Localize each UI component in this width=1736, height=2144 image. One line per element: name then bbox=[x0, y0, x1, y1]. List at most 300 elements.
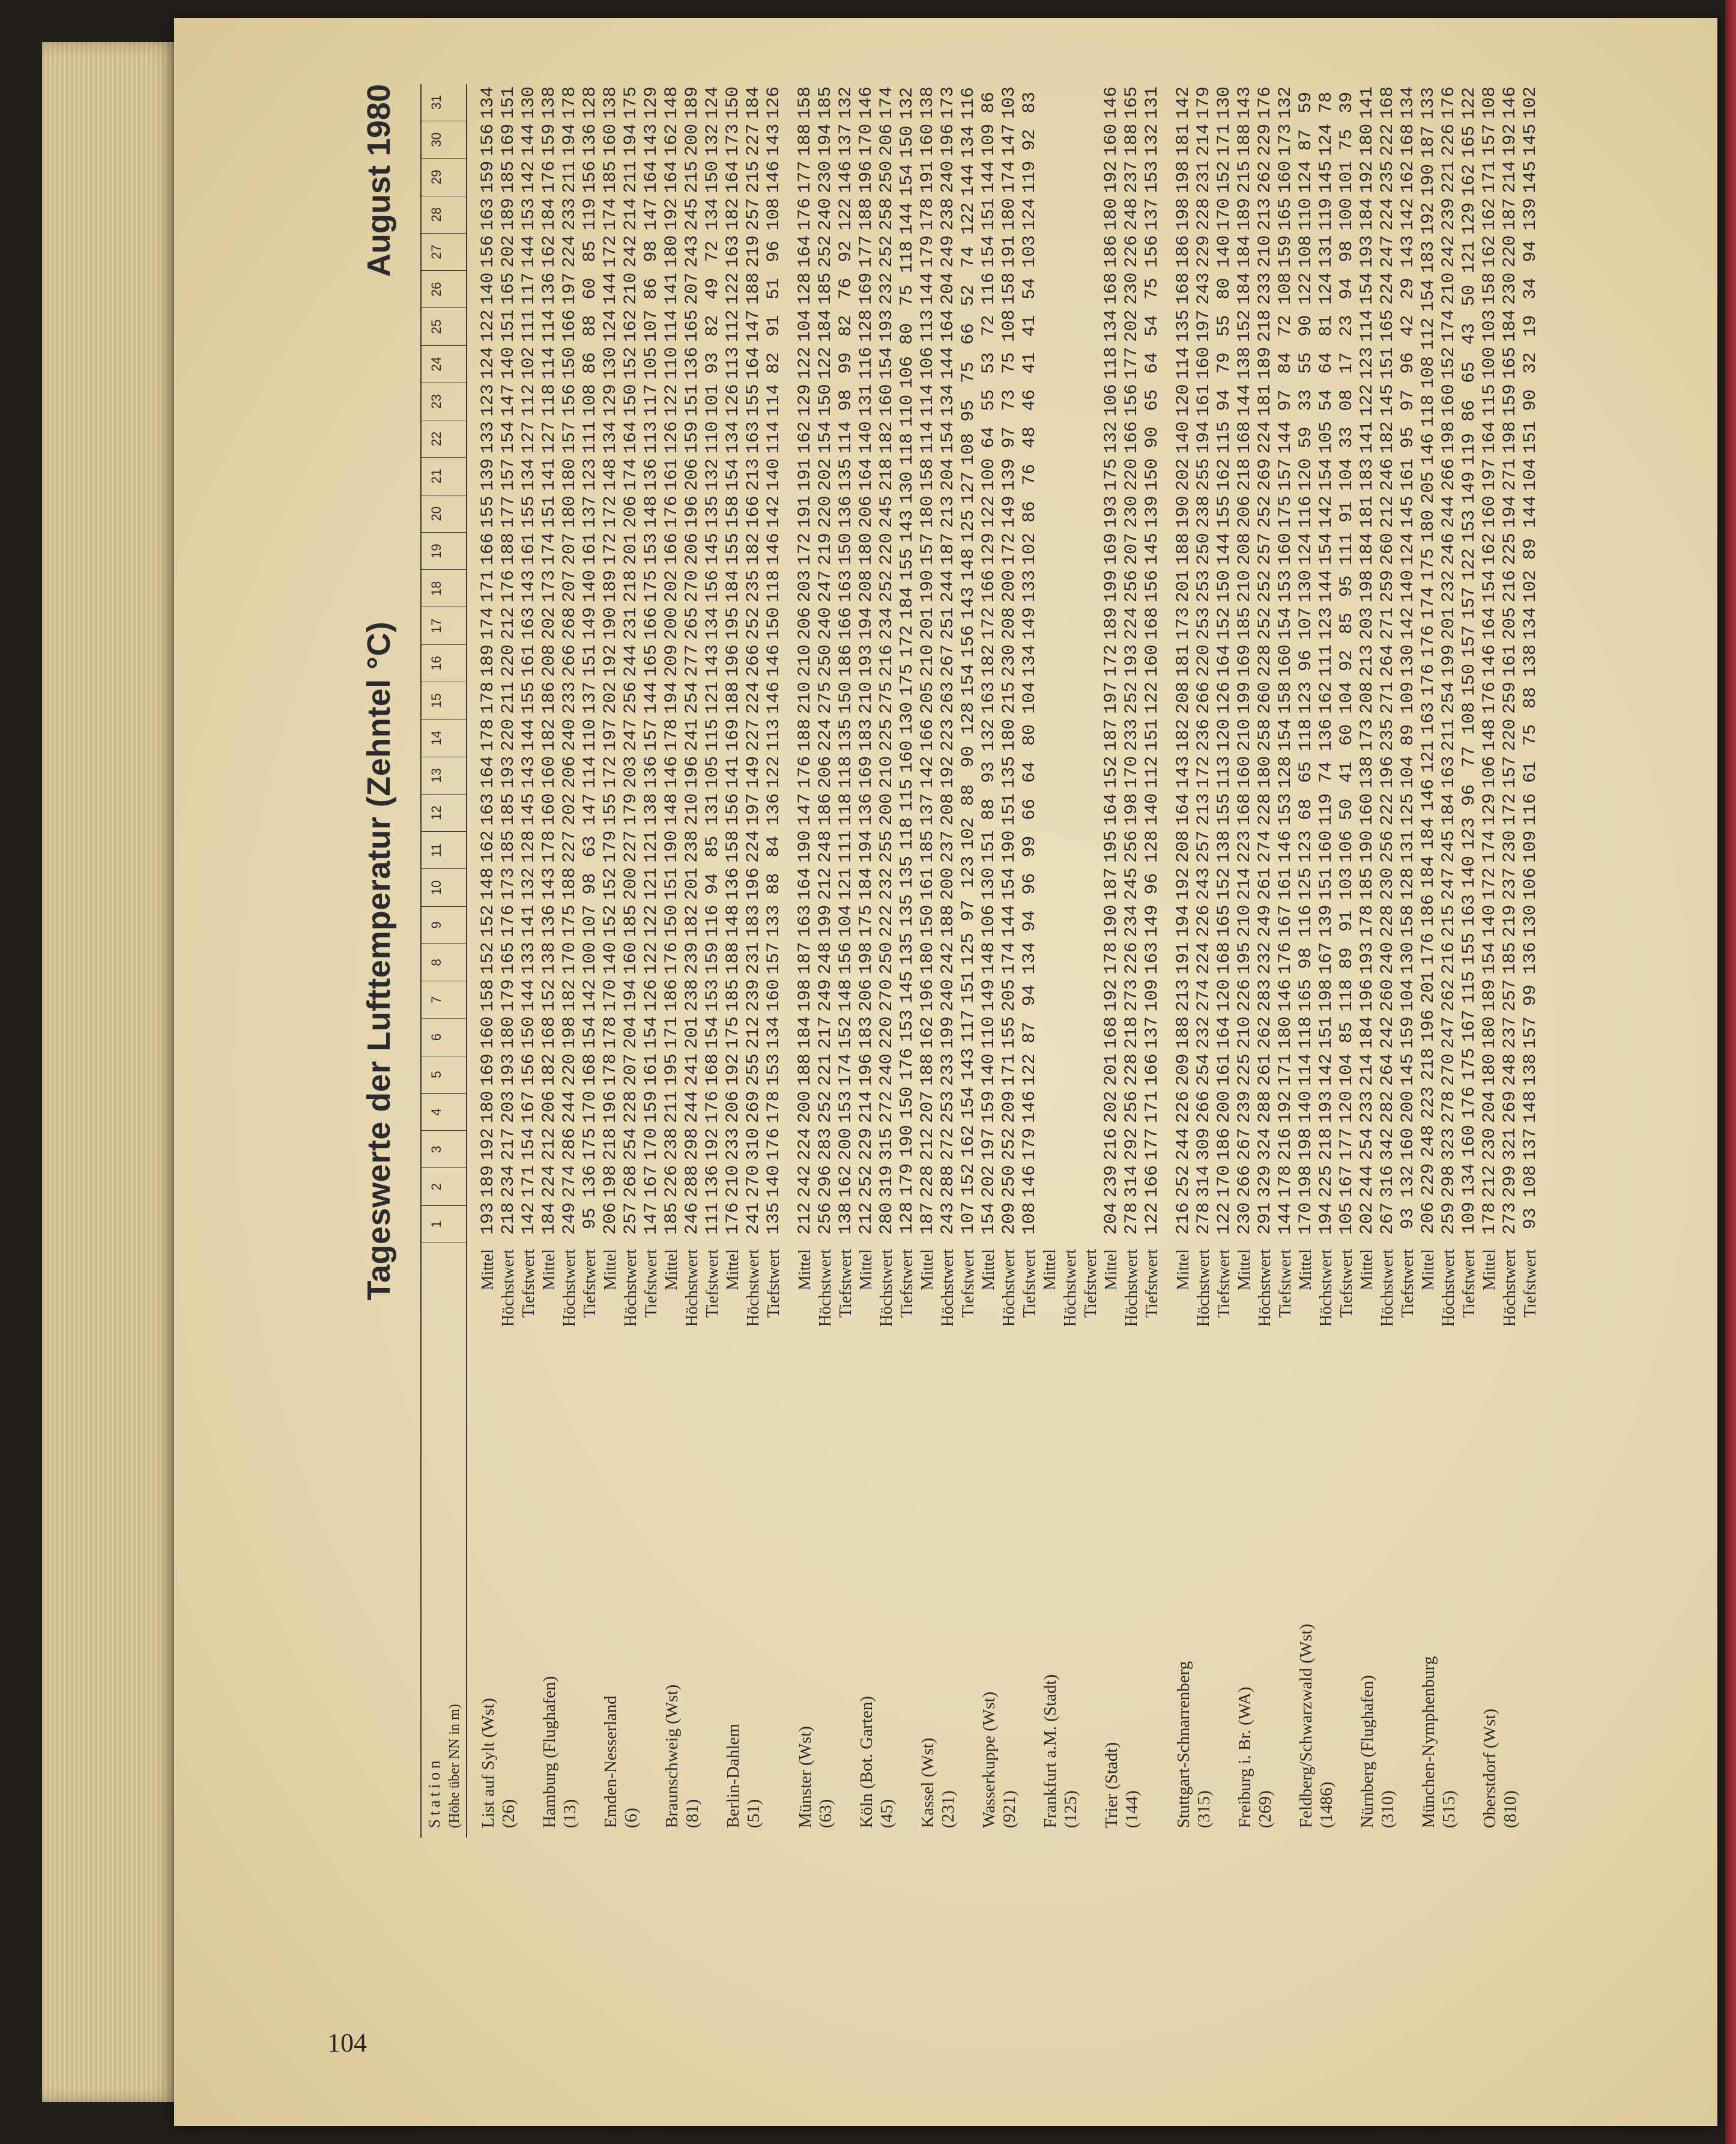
row-values bbox=[478, 84, 498, 1237]
value-cell: 185 bbox=[621, 904, 641, 937]
value-cell: 244 bbox=[682, 1091, 703, 1124]
value-cell: 123 bbox=[1316, 607, 1337, 640]
row-label: Tiefstwert bbox=[1215, 1249, 1233, 1318]
row-values bbox=[897, 84, 918, 1237]
value-cell: 162 bbox=[1214, 458, 1235, 491]
value-cell: 134 bbox=[1101, 309, 1122, 342]
station-group bbox=[1296, 84, 1357, 1838]
row-label: Höchstwert bbox=[1317, 1249, 1335, 1327]
value-cell: 93 bbox=[979, 761, 999, 783]
rotated-table-page bbox=[354, 84, 1561, 1838]
value-cell: 195 bbox=[723, 607, 743, 640]
value-cell: 66 bbox=[958, 323, 979, 345]
row-label: Mittel bbox=[796, 1249, 814, 1291]
value-cell: 160 bbox=[539, 793, 560, 826]
row-label: Mittel bbox=[662, 1249, 681, 1291]
value-cell: 91 bbox=[764, 315, 784, 337]
value-cell: 255 bbox=[743, 1053, 764, 1086]
value-cell: 108 bbox=[1520, 1165, 1541, 1198]
value-cell: 214 bbox=[1500, 160, 1520, 193]
value-cell: 206 bbox=[723, 1091, 743, 1124]
row-values bbox=[1357, 84, 1378, 1237]
value-cell: 180 bbox=[560, 458, 580, 491]
value-cell: 157 bbox=[498, 458, 519, 491]
value-cell: 199 bbox=[815, 904, 836, 937]
value-cell: 196 bbox=[1418, 1010, 1439, 1043]
value-cell: 89 bbox=[1520, 538, 1541, 560]
value-cell: 138 bbox=[539, 86, 560, 119]
value-cell: 176 bbox=[539, 160, 560, 193]
value-cell: 134 bbox=[1398, 86, 1418, 119]
value-cell: 193 bbox=[1122, 644, 1142, 677]
value-cell: 147 bbox=[795, 793, 815, 826]
value-cell: 240 bbox=[938, 979, 958, 1012]
station-name: Emden-Nesserland bbox=[601, 1695, 620, 1828]
value-cell: 135 bbox=[897, 856, 918, 889]
value-cell: 159 bbox=[478, 160, 498, 193]
value-cell: 176 bbox=[1418, 664, 1439, 697]
value-cell: 150 bbox=[1459, 664, 1480, 697]
value-cell: 298 bbox=[1439, 1165, 1459, 1198]
value-cell: 123 bbox=[1459, 817, 1480, 850]
value-cell: 160 bbox=[1398, 1128, 1418, 1161]
value-cell: 257 bbox=[1194, 830, 1214, 863]
value-cell: 206 bbox=[682, 533, 703, 566]
value-cell: 102 bbox=[1520, 570, 1541, 603]
value-cell: 129 bbox=[795, 384, 815, 417]
value-cell: 142 bbox=[519, 1202, 539, 1235]
value-cell: 173 bbox=[938, 86, 958, 119]
value-cell: 141 bbox=[1357, 421, 1378, 454]
value-cell: 209 bbox=[999, 1202, 1020, 1235]
row-values bbox=[979, 84, 999, 1237]
row-label: Mittel bbox=[601, 1249, 620, 1291]
value-cell: 224 bbox=[743, 681, 764, 714]
value-cell: 93 bbox=[1398, 1208, 1418, 1230]
row-label: Tiefstwert bbox=[581, 1249, 599, 1318]
value-cell: 165 bbox=[1214, 904, 1235, 937]
value-cell: 149 bbox=[1459, 471, 1480, 504]
station-name: Berlin-Dahlem bbox=[724, 1724, 743, 1828]
value-cell: 64 bbox=[1316, 352, 1337, 374]
value-cell: 155 bbox=[743, 384, 764, 417]
red-cover-edge bbox=[1725, 0, 1736, 2144]
value-cell: 218 bbox=[1418, 1048, 1439, 1081]
table-row bbox=[1122, 84, 1142, 1838]
value-cell: 177 bbox=[856, 235, 877, 268]
value-cell: 226 bbox=[1122, 942, 1142, 975]
value-cell: 210 bbox=[621, 272, 641, 305]
value-cell: 168 bbox=[1398, 123, 1418, 156]
value-cell: 270 bbox=[682, 570, 703, 603]
value-cell: 223 bbox=[1418, 1086, 1439, 1119]
value-cell: 271 bbox=[1500, 458, 1520, 491]
value-cell: 118 bbox=[836, 793, 856, 826]
value-cell: 147 bbox=[641, 198, 662, 231]
value-cell: 196 bbox=[743, 867, 764, 900]
value-cell: 264 bbox=[1378, 644, 1398, 677]
value-cell: 73 bbox=[999, 389, 1020, 411]
value-cell: 221 bbox=[815, 1053, 836, 1086]
value-cell: 202 bbox=[600, 681, 621, 714]
value-cell: 59 bbox=[1296, 91, 1316, 114]
row-label: Mittel bbox=[1358, 1249, 1376, 1291]
value-cell: 193 bbox=[498, 1053, 519, 1086]
value-cell: 130 bbox=[1214, 86, 1235, 119]
value-cell: 196 bbox=[918, 979, 938, 1012]
value-cell: 201 bbox=[621, 533, 641, 566]
row-values bbox=[641, 84, 662, 1237]
table-row bbox=[1439, 84, 1459, 1838]
value-cell: 42 bbox=[1398, 315, 1418, 337]
value-cell: 175 bbox=[1459, 1048, 1480, 1081]
value-cell: 126 bbox=[764, 86, 784, 119]
value-cell: 122 bbox=[1142, 681, 1163, 714]
value-cell: 175 bbox=[856, 904, 877, 937]
value-cell: 256 bbox=[1122, 570, 1142, 603]
value-cell: 283 bbox=[815, 1128, 836, 1161]
value-cell: 240 bbox=[938, 160, 958, 193]
value-cell: 274 bbox=[560, 1165, 580, 1198]
value-cell: 222 bbox=[1378, 793, 1398, 826]
value-cell: 165 bbox=[498, 272, 519, 305]
value-cell: 156 bbox=[478, 235, 498, 268]
value-cell: 174 bbox=[621, 458, 641, 491]
value-cell: 150 bbox=[723, 86, 743, 119]
value-cell: 241 bbox=[682, 718, 703, 751]
value-cell: 82 bbox=[703, 315, 723, 337]
value-cell: 72 bbox=[1275, 315, 1296, 337]
row-label: Höchstwert bbox=[939, 1249, 957, 1327]
value-cell: 249 bbox=[1255, 904, 1275, 937]
value-cell: 50 bbox=[1459, 285, 1480, 307]
value-cell: 162 bbox=[1459, 164, 1480, 197]
value-cell: 190 bbox=[795, 830, 815, 863]
value-cell: 121 bbox=[641, 830, 662, 863]
value-cell: 136 bbox=[539, 904, 560, 937]
value-cell: 230 bbox=[1122, 272, 1142, 305]
value-cell: 203 bbox=[498, 1091, 519, 1124]
value-cell: 220 bbox=[498, 718, 519, 751]
value-cell: 178 bbox=[600, 1053, 621, 1086]
value-cell: 160 bbox=[1439, 384, 1459, 417]
value-cell: 266 bbox=[560, 644, 580, 677]
value-cell: 244 bbox=[938, 570, 958, 603]
day-header-cell: 7 bbox=[422, 981, 466, 1019]
value-cell: 208 bbox=[1173, 830, 1194, 863]
value-cell: 194 bbox=[621, 123, 641, 156]
value-cell: 168 bbox=[1214, 942, 1235, 975]
value-cell: 176 bbox=[1480, 681, 1500, 714]
value-cell: 132 bbox=[1101, 421, 1122, 454]
value-cell: 142 bbox=[1398, 607, 1418, 640]
value-cell: 207 bbox=[682, 272, 703, 305]
value-cell: 163 bbox=[836, 570, 856, 603]
value-cell: 137 bbox=[918, 793, 938, 826]
value-cell: 175 bbox=[560, 904, 580, 937]
value-cell: 239 bbox=[1235, 1091, 1255, 1124]
value-cell: 130 bbox=[600, 347, 621, 380]
value-cell: 200 bbox=[938, 867, 958, 900]
value-cell: 145 bbox=[1520, 160, 1541, 193]
value-cell: 156 bbox=[958, 625, 979, 658]
value-cell: 189 bbox=[498, 198, 519, 231]
value-cell: 187 bbox=[918, 1202, 938, 1235]
value-cell: 192 bbox=[1357, 160, 1378, 193]
value-cell: 155 bbox=[519, 681, 539, 714]
value-cell: 94 bbox=[1337, 277, 1357, 300]
value-cell: 184 bbox=[897, 587, 918, 620]
value-cell: 82 bbox=[764, 352, 784, 374]
value-cell: 248 bbox=[815, 942, 836, 975]
value-cell: 161 bbox=[1398, 458, 1418, 491]
value-cell: 256 bbox=[1122, 830, 1142, 863]
value-cell: 232 bbox=[1194, 1016, 1214, 1049]
value-cell: 236 bbox=[1194, 718, 1214, 751]
value-cell: 194 bbox=[1316, 1202, 1337, 1235]
day-header-cell: 21 bbox=[422, 458, 466, 495]
value-cell: 201 bbox=[1439, 607, 1459, 640]
value-cell: 128 bbox=[1142, 830, 1163, 863]
value-cell: 224 bbox=[795, 1128, 815, 1161]
value-cell: 196 bbox=[682, 756, 703, 789]
value-cell: 175 bbox=[1101, 458, 1122, 491]
value-cell: 199 bbox=[1101, 570, 1122, 603]
value-cell: 217 bbox=[815, 1016, 836, 1049]
value-cell: 160 bbox=[1275, 644, 1296, 677]
station-height: (26) bbox=[499, 1799, 518, 1828]
value-cell: 155 bbox=[600, 793, 621, 826]
value-cell: 180 bbox=[498, 1016, 519, 1049]
value-cell: 288 bbox=[1255, 1091, 1275, 1124]
value-cell: 95 bbox=[1337, 575, 1357, 598]
row-label: Tiefstwert bbox=[1276, 1249, 1295, 1318]
value-cell: 220 bbox=[1500, 235, 1520, 268]
value-cell: 252 bbox=[1255, 607, 1275, 640]
value-cell: 108 bbox=[1275, 272, 1296, 305]
value-cell: 138 bbox=[539, 942, 560, 975]
value-cell: 115 bbox=[1480, 384, 1500, 417]
value-cell: 135 bbox=[999, 756, 1020, 789]
value-cell: 151 bbox=[580, 644, 600, 677]
value-cell: 119 bbox=[1316, 793, 1337, 826]
value-cell: 135 bbox=[897, 894, 918, 927]
value-cell: 119 bbox=[1459, 433, 1480, 466]
value-cell: 98 bbox=[1296, 947, 1316, 969]
value-cell: 50 bbox=[1337, 798, 1357, 820]
value-cell: 164 bbox=[1480, 607, 1500, 640]
value-cell: 193 bbox=[856, 644, 877, 677]
row-values bbox=[580, 84, 600, 1237]
value-cell: 176 bbox=[662, 495, 682, 528]
value-cell: 159 bbox=[1275, 235, 1296, 268]
value-cell: 178 bbox=[662, 718, 682, 751]
value-cell: 183 bbox=[856, 718, 877, 751]
value-cell: 247 bbox=[815, 570, 836, 603]
value-cell: 102 bbox=[519, 347, 539, 380]
value-cell: 193 bbox=[1357, 235, 1378, 268]
value-cell: 224 bbox=[743, 830, 764, 863]
value-cell: 161 bbox=[519, 533, 539, 566]
value-cell: 192 bbox=[938, 756, 958, 789]
value-cell: 208 bbox=[1173, 681, 1194, 714]
value-cell: 288 bbox=[682, 1165, 703, 1198]
value-cell: 167 bbox=[1337, 1165, 1357, 1198]
row-label: Tiefstwert bbox=[1399, 1249, 1417, 1318]
value-cell: 188 bbox=[856, 198, 877, 231]
value-cell: 215 bbox=[999, 681, 1020, 714]
value-cell: 167 bbox=[1459, 1010, 1480, 1043]
value-cell: 96 bbox=[1398, 352, 1418, 374]
value-cell: 185 bbox=[1500, 942, 1520, 975]
value-cell: 194 bbox=[856, 607, 877, 640]
value-cell: 220 bbox=[1500, 718, 1520, 751]
value-cell: 144 bbox=[519, 718, 539, 751]
value-cell: 154 bbox=[897, 164, 918, 197]
table-row bbox=[1081, 84, 1101, 1838]
value-cell: 168 bbox=[580, 1053, 600, 1086]
value-cell: 165 bbox=[1378, 309, 1398, 342]
day-header-cell: 1 bbox=[422, 1206, 466, 1243]
value-cell: 168 bbox=[703, 1053, 723, 1086]
value-cell: 271 bbox=[1378, 681, 1398, 714]
value-cell: 112 bbox=[519, 384, 539, 417]
value-cell: 132 bbox=[1398, 1165, 1418, 1198]
value-cell: 241 bbox=[743, 1202, 764, 1235]
value-cell: 273 bbox=[1500, 1202, 1520, 1235]
value-cell: 237 bbox=[1500, 1016, 1520, 1049]
value-cell: 136 bbox=[1316, 718, 1337, 751]
value-cell: 126 bbox=[723, 384, 743, 417]
value-cell: 299 bbox=[1500, 1165, 1520, 1198]
value-cell: 237 bbox=[938, 830, 958, 863]
value-cell: 228 bbox=[621, 1091, 641, 1124]
value-cell: 248 bbox=[1500, 1053, 1520, 1086]
value-cell: 108 bbox=[1459, 702, 1480, 735]
value-cell: 145 bbox=[1398, 495, 1418, 528]
value-cell: 262 bbox=[1439, 979, 1459, 1012]
value-cell: 160 bbox=[764, 979, 784, 1012]
value-cell: 261 bbox=[1255, 867, 1275, 900]
value-cell: 164 bbox=[1101, 793, 1122, 826]
value-cell: 130 bbox=[1296, 570, 1316, 603]
value-cell: 163 bbox=[795, 904, 815, 937]
value-cell: 214 bbox=[1194, 123, 1214, 156]
value-cell: 64 bbox=[1020, 761, 1040, 783]
station-group bbox=[478, 84, 539, 1838]
value-cell: 233 bbox=[1255, 272, 1275, 305]
row-values bbox=[1173, 84, 1194, 1237]
value-cell: 278 bbox=[1439, 1091, 1459, 1124]
value-cell: 203 bbox=[795, 570, 815, 603]
value-cell: 132 bbox=[519, 867, 539, 900]
value-cell: 154 bbox=[938, 421, 958, 454]
value-cell: 200 bbox=[621, 867, 641, 900]
value-cell: 164 bbox=[1214, 1016, 1235, 1049]
value-cell: 315 bbox=[877, 1128, 897, 1161]
value-cell: 168 bbox=[1101, 272, 1122, 305]
table-row bbox=[897, 84, 918, 1838]
station-group bbox=[1173, 84, 1235, 1838]
table-row bbox=[600, 84, 621, 1838]
station-height: (315) bbox=[1194, 1790, 1214, 1828]
value-cell: 144 bbox=[1214, 533, 1235, 566]
value-cell: 192 bbox=[1500, 123, 1520, 156]
value-cell: 17 bbox=[1337, 352, 1357, 374]
value-cell: 176 bbox=[703, 1091, 723, 1124]
value-cell: 114 bbox=[764, 384, 784, 417]
value-cell: 210 bbox=[918, 644, 938, 677]
value-cell: 136 bbox=[580, 1165, 600, 1198]
value-cell: 154 bbox=[1480, 570, 1500, 603]
value-cell: 142 bbox=[764, 495, 784, 528]
value-cell: 145 bbox=[1316, 160, 1337, 193]
table-row bbox=[1337, 84, 1357, 1838]
value-cell: 212 bbox=[815, 867, 836, 900]
value-cell: 119 bbox=[580, 198, 600, 231]
value-cell: 170 bbox=[1296, 1202, 1316, 1235]
value-cell: 231 bbox=[743, 942, 764, 975]
value-cell: 233 bbox=[560, 198, 580, 231]
value-cell: 159 bbox=[1500, 384, 1520, 417]
value-cell: 129 bbox=[641, 86, 662, 119]
month-label: August 1980 bbox=[361, 84, 397, 277]
value-cell: 75 bbox=[1142, 277, 1163, 300]
value-cell: 162 bbox=[539, 235, 560, 268]
value-cell: 173 bbox=[1173, 607, 1194, 640]
value-cell: 170 bbox=[856, 123, 877, 156]
table-row bbox=[641, 84, 662, 1838]
value-cell: 107 bbox=[641, 309, 662, 342]
value-cell: 134 bbox=[938, 384, 958, 417]
value-cell: 160 bbox=[1316, 830, 1337, 863]
value-cell: 132 bbox=[979, 718, 999, 751]
value-cell: 122 bbox=[641, 904, 662, 937]
value-cell: 191 bbox=[1173, 942, 1194, 975]
value-cell: 164 bbox=[743, 347, 764, 380]
value-cell: 126 bbox=[662, 421, 682, 454]
station-height: (269) bbox=[1256, 1790, 1275, 1828]
value-cell: 111 bbox=[836, 830, 856, 863]
row-values bbox=[795, 84, 815, 1237]
value-cell: 139 bbox=[1316, 904, 1337, 937]
value-cell: 189 bbox=[1101, 607, 1122, 640]
value-cell: 245 bbox=[1122, 867, 1142, 900]
value-cell: 122 bbox=[764, 756, 784, 789]
value-cell: 165 bbox=[498, 942, 519, 975]
row-label: Tiefstwert bbox=[898, 1249, 916, 1318]
value-cell: 203 bbox=[621, 756, 641, 789]
value-cell: 108 bbox=[1020, 1202, 1040, 1235]
value-cell: 212 bbox=[856, 1202, 877, 1235]
value-cell: 184 bbox=[1235, 235, 1255, 268]
table-row bbox=[478, 84, 498, 1838]
value-cell: 201 bbox=[918, 607, 938, 640]
book-page-edges bbox=[42, 42, 180, 2102]
value-cell: 166 bbox=[1122, 421, 1142, 454]
value-cell: 131 bbox=[856, 384, 877, 417]
value-cell: 192 bbox=[1173, 867, 1194, 900]
value-cell: 144 bbox=[641, 681, 662, 714]
value-cell: 259 bbox=[1500, 681, 1520, 714]
value-cell: 72 bbox=[703, 240, 723, 262]
value-cell: 142 bbox=[519, 160, 539, 193]
value-cell: 214 bbox=[621, 198, 641, 231]
value-cell: 207 bbox=[560, 533, 580, 566]
value-cell: 84 bbox=[764, 835, 784, 858]
value-cell: 176 bbox=[1255, 86, 1275, 119]
value-cell: 133 bbox=[764, 904, 784, 937]
